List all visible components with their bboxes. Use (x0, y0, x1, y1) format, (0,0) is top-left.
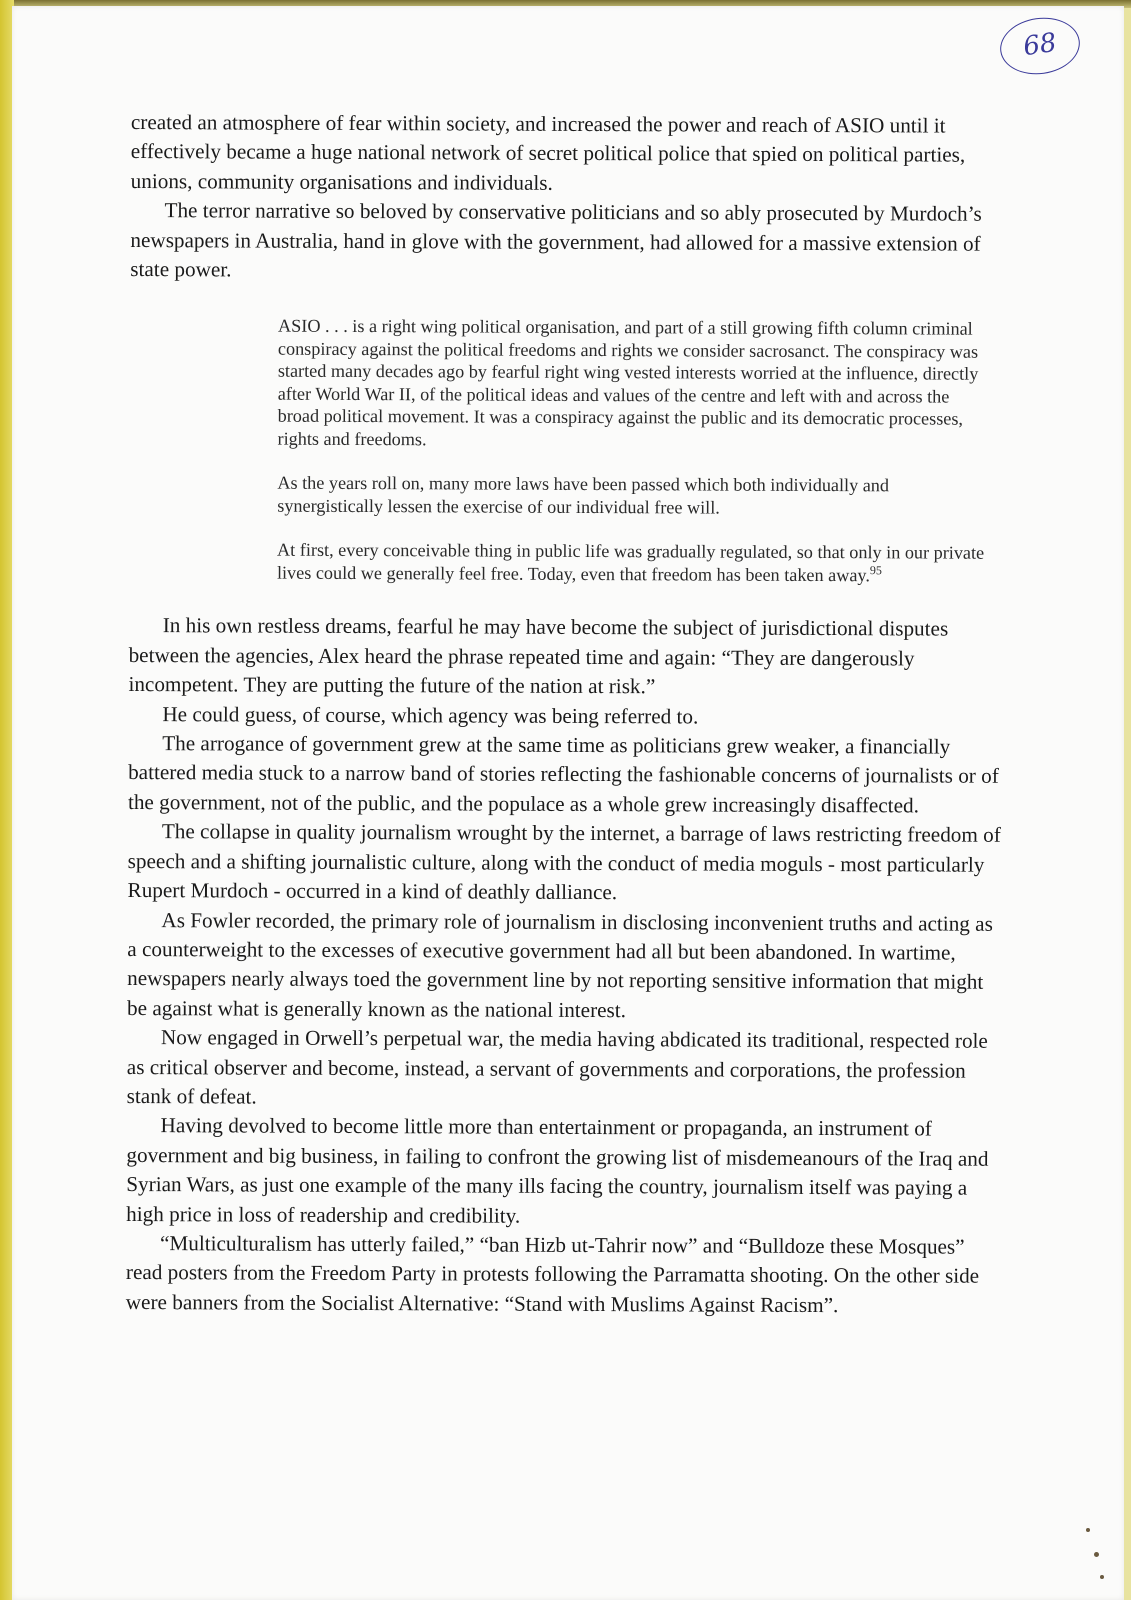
paragraph: He could guess, of course, which agency was being referred to. (162, 701, 699, 729)
body-text (126, 108, 1011, 1321)
paragraph: As Fowler recorded, the primary role of journalism in disclosing inconvenient truths and acting as a counterweight to the excesses of executive government had all but been abandoned. In wartime, newspapers nearly always toed the government line by not reporting sensitive information that might be against what is generally known as the national interest. (127, 907, 993, 1022)
footnote-ref: 95 (869, 563, 882, 578)
paragraph: In his own restless dreams, fearful he may have become the subject of jurisdictional disputes between the agencies, Alex heard the phrase repeated time and again: “They are dangerously incompetent. They are putting the future of the nation at risk.” (128, 613, 949, 699)
paragraph: The arrogance of government grew at the same time as politicians grew weaker, a financially battered media stuck to a narrow band of stories reflecting the fashionable concerns of journalists or of the government, not of the public, and the populace as a whole grew increasingly disaffected. (127, 731, 999, 818)
paragraph: created an atmosphere of fear within society, and increased the power and reach of ASIO until it effectively became a huge national network of secret political police that spied on political parties, unions, community organisations and individuals. (130, 109, 966, 195)
quote-paragraph-last (277, 539, 989, 587)
quote-paragraph-text: At first, every conceivable thing in public life was gradually regulated, so that only in our private lives could we generally feel free. Today, even that freedom has been taken away. (276, 540, 985, 586)
block-quote (277, 315, 990, 587)
paragraph: The terror narrative so beloved by conservative politicians and so ably prosecuted by Murdoch’s newspapers in Australia, hand in glove with the government, had allowed for a massive extension of state power. (130, 198, 982, 282)
paragraph: Now engaged in Orwell’s perpetual war, the media having abdicated its traditional, respected role as critical observer and become, instead, a servant of governments and corporations, the profession stank of defeat. (126, 1025, 988, 1109)
paragraph: “Multiculturalism has utterly failed,” “ban Hizb ut-Tahrir now” and “Bulldoze these Mosques” read posters from the Freedom Party in protests following the Parramatta shooting. On the other side were banners from the Socialist Alternative: “Stand with Muslims Against Racism”. (125, 1231, 980, 1317)
scan-speck (1086, 1528, 1090, 1532)
scan-speck (1100, 1575, 1104, 1579)
paragraph: Having devolved to become little more than entertainment or propaganda, an instrument of government and big business, in failing to confront the growing list of misdemeanours of the Iraq and Syrian Wars, as just one example of the many ills facing the country, journalism itself was paying a high price in loss of readership and credibility. (126, 1113, 989, 1228)
quote-paragraph: As the years roll on, many more laws have been passed which both individually and synergistically lessen the exercise of our individual free will. (277, 473, 890, 518)
paragraph: The collapse in quality journalism wrought by the internet, a barrage of laws restricting freedom of speech and a shifting journalistic culture, along with the conduct of media moguls - most particularly Rupert Murdoch - occurred in a kind of deathly dalliance. (127, 819, 1001, 905)
scan-speck (1094, 1552, 1099, 1557)
quote-paragraph: ASIO . . . is a right wing political organisation, and part of a still growing fifth column criminal conspiracy against the political freedoms and rights we consider sacrosanct. The conspiracy was started many decades ago by fearful right wing vested interests worried at the influence, directly after World War II, of the political ideas and values of the centre and left with and across the broad political movement. It was a conspiracy against the public and its democratic processes, rights and freedoms. (277, 316, 979, 450)
page-number: 68 (996, 13, 1083, 80)
